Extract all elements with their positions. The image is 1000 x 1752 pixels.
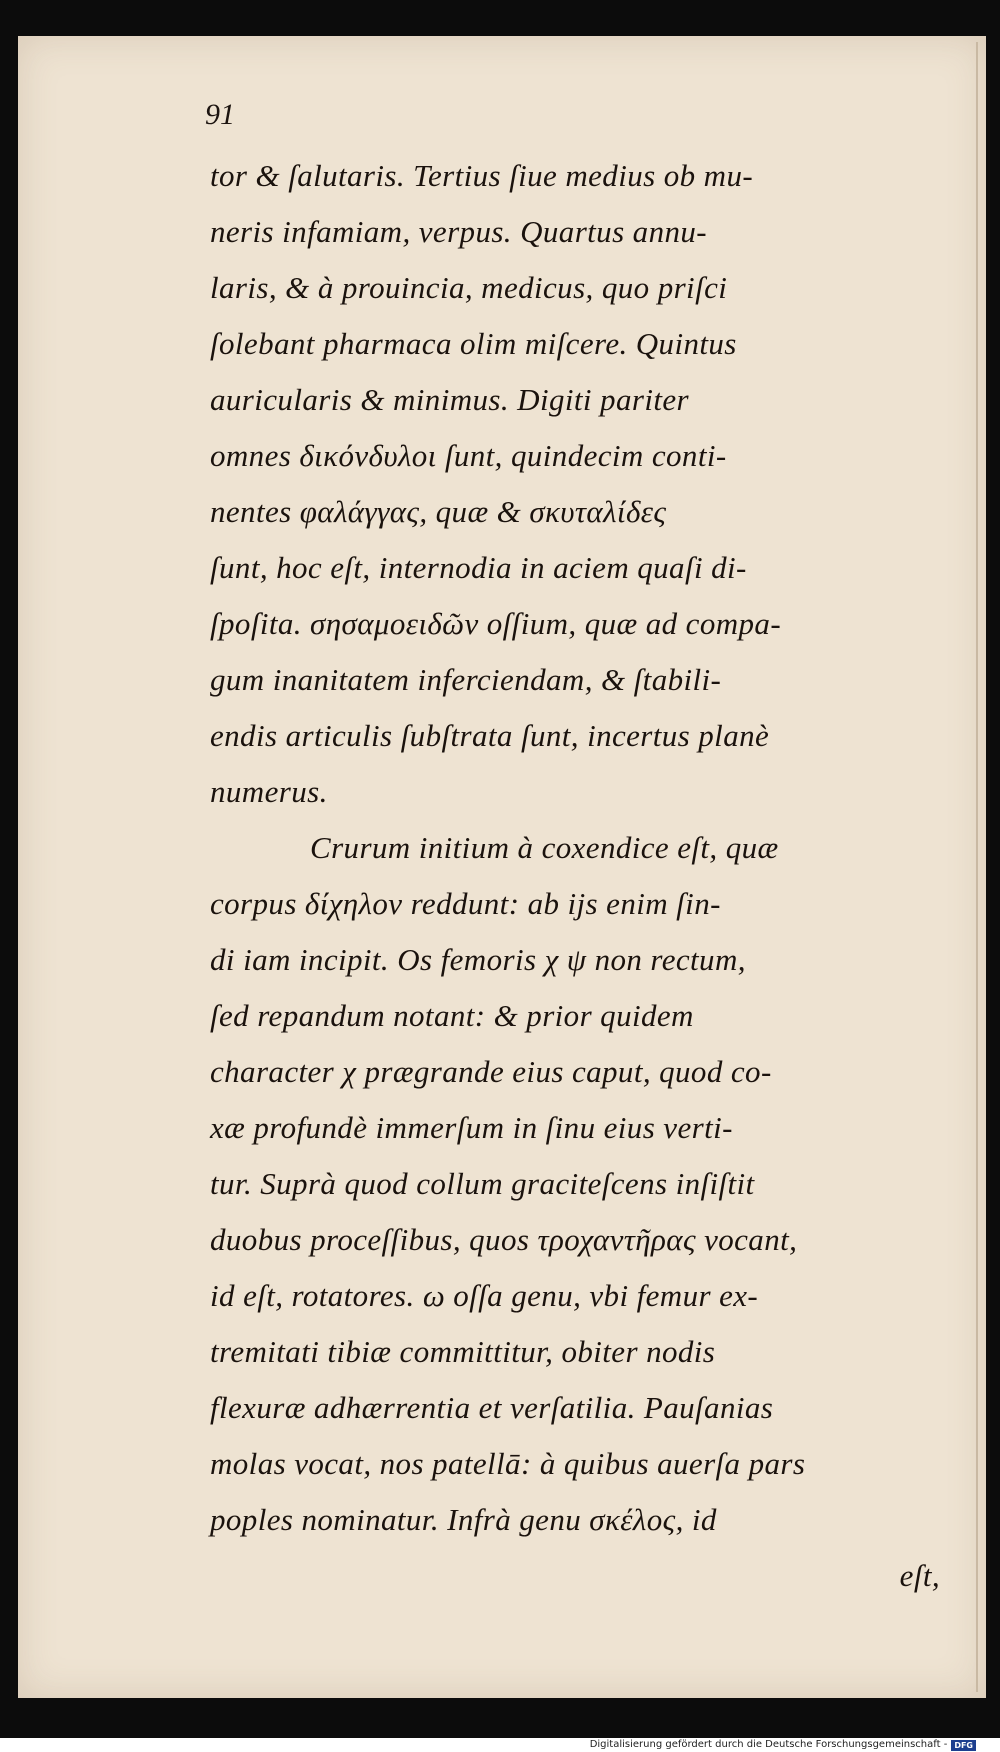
text-line: ſpoſita. σησαμοειδῶν oſſium, quæ ad compa- [210,606,782,641]
text-line: tremitati tibiæ committitur, obiter nodis [210,1334,716,1369]
text-line: character χ prægrande eius caput, quod co- [210,1054,772,1089]
catchword: eſt, [899,1558,940,1593]
text-line: auricularis & minimus. Digiti pariter [210,382,689,417]
text-line: tor & ſalutaris. Tertius ſiue medius ob mu- [210,158,754,193]
text-line: laris, & à prouincia, medicus, quo priſci [210,270,728,305]
text-line: ſed repandum notant: & prior quidem [210,998,694,1033]
text-line: gum inanitatem inferciendam, & ſtabili- [210,662,722,697]
text-line: nentes φαλάγγας, quæ & σκυταλίδες [210,494,667,529]
text-line: numerus. [210,774,328,809]
text-line: duobus proceſſibus, quos τροχαντῆρας vocant, [210,1222,798,1257]
body-text [210,148,940,1604]
text-line: endis articulis ſubſtrata ſunt, incertus planè [210,718,770,753]
text-line: tur. Suprà quod collum graciteſcens inſiſtit [210,1166,755,1201]
page-edge-line [976,42,978,1692]
digitization-credit [590,1738,976,1752]
text-line: poples nominatur. Infrà genu σκέλος, id [210,1502,717,1537]
dfg-logo: DFG [951,1740,976,1751]
text-line: ſunt, hoc eſt, internodia in aciem quaſi di- [210,550,747,585]
text-line: omnes δικόνδυλοι ſunt, quindecim conti- [210,438,727,473]
text-line: ſolebant pharmaca olim miſcere. Quintus [210,326,737,361]
text-line: xæ profundè immerſum in ſinu eius verti- [210,1110,733,1145]
text-line: corpus δίχηλον reddunt: ab ijs enim ſin- [210,886,721,921]
text-line: neris infamiam, verpus. Quartus annu- [210,214,708,249]
text-line: molas vocat, nos patellā: à quibus auerſa pars [210,1446,806,1481]
text-line: di iam incipit. Os femoris χ ψ non rectum, [210,942,746,977]
page-number: 91 [205,98,235,131]
text-line: id eſt, rotatores. ω oſſa genu, vbi femur ex- [210,1278,759,1313]
text-line: flexuræ adhærrentia et verſatilia. Pauſanias [210,1390,774,1425]
funding-text: Digitalisierung gefördert durch die Deutsche Forschungsgemeinschaft - [589,1739,948,1750]
paragraph-start-line: Crurum initium à coxendice eſt, quæ [310,830,779,865]
